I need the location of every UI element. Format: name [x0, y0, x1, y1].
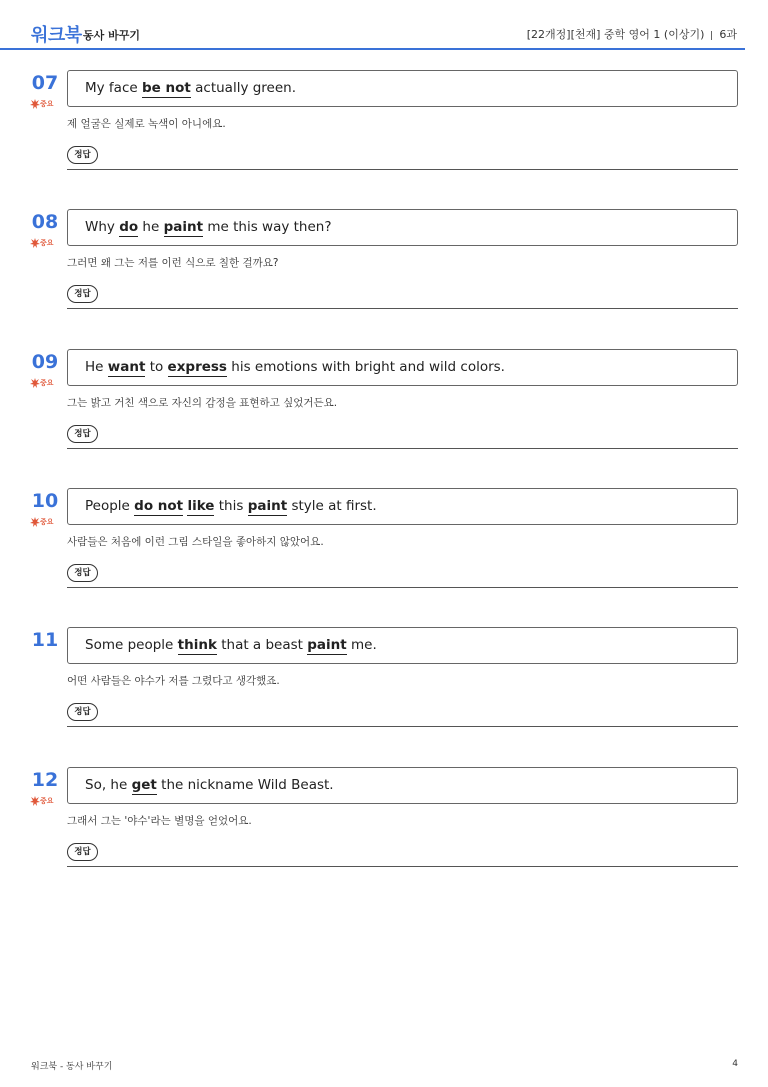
- lesson-label: 6과: [719, 28, 737, 41]
- course-name: [22개정][천재] 중학 영어 1 (이상기): [526, 28, 705, 41]
- divider: [67, 308, 738, 309]
- answer-button[interactable]: 정답: [67, 703, 98, 721]
- question-number: 09: [31, 351, 59, 373]
- footer-title: 워크북 - 동사 바꾸기: [31, 1062, 113, 1072]
- verb-word: paint: [307, 637, 347, 653]
- sentence-box: [67, 349, 738, 386]
- burst-icon: [30, 238, 40, 248]
- sentence-text: He: [85, 359, 108, 375]
- question-item: [0, 349, 768, 459]
- question-number: 07: [31, 72, 59, 94]
- answer-button[interactable]: 정답: [67, 425, 98, 443]
- divider: [67, 726, 738, 727]
- sentence-text: People: [85, 498, 135, 514]
- sentence-text: Some people: [85, 637, 178, 653]
- answer-button[interactable]: 정답: [67, 146, 98, 164]
- page-header: [0, 0, 745, 50]
- sentence-box: [67, 209, 738, 246]
- sentence-box: [67, 767, 738, 804]
- question-item: [0, 70, 768, 180]
- question-item: [0, 767, 768, 877]
- translation-text: 그는 밝고 거친 색으로 자신의 감정을 표현하고 싶었거든요.: [67, 397, 338, 409]
- sentence-text: he: [138, 219, 164, 235]
- sentence-text: to: [145, 359, 168, 375]
- question-item: [0, 209, 768, 319]
- important-label: 중요: [40, 239, 54, 247]
- verb-word: want: [107, 359, 146, 375]
- important-badge: [30, 517, 54, 527]
- burst-icon: [30, 378, 40, 388]
- sentence-text: me this way then?: [203, 219, 332, 235]
- sentence-text: style at first.: [287, 498, 377, 514]
- page-number: 4: [732, 1059, 738, 1069]
- important-label: 중요: [40, 518, 54, 526]
- verb-word: express: [167, 359, 227, 375]
- sentence-box: [67, 70, 738, 107]
- translation-text: 사람들은 처음에 이런 그림 스타일을 좋아하지 않았어요.: [67, 536, 324, 548]
- verb-word: get: [131, 777, 157, 793]
- question-item: [0, 627, 768, 737]
- sentence-text: that a beast: [216, 637, 308, 653]
- translation-text: 어떤 사람들은 야수가 저를 그렸다고 생각했죠.: [67, 675, 280, 687]
- sentence-text: actually green.: [190, 80, 297, 96]
- important-badge: [30, 378, 54, 388]
- sentence-text: My face: [85, 80, 142, 96]
- divider: [67, 587, 738, 588]
- separator: [711, 31, 712, 40]
- question-number: 12: [31, 769, 59, 791]
- divider: [67, 448, 738, 449]
- verb-word: be not: [141, 80, 191, 96]
- translation-text: 그러면 왜 그는 저를 이런 식으로 칠한 걸까요?: [67, 257, 279, 269]
- sentence-text: So, he: [85, 777, 132, 793]
- answer-button[interactable]: 정답: [67, 564, 98, 582]
- question-number: 10: [31, 490, 59, 512]
- answer-button[interactable]: 정답: [67, 285, 98, 303]
- divider: [67, 866, 738, 867]
- important-label: 중요: [40, 797, 54, 805]
- important-badge: [30, 99, 54, 109]
- verb-word: do: [119, 219, 139, 235]
- verb-word: think: [177, 637, 217, 653]
- translation-text: 그래서 그는 '야수'라는 별명을 얻었어요.: [67, 815, 252, 827]
- question-item: [0, 488, 768, 598]
- verb-word: paint: [247, 498, 288, 514]
- brand-title: 워크북: [31, 25, 82, 46]
- burst-icon: [30, 99, 40, 109]
- sentence-box: [67, 627, 738, 664]
- page-subtitle: 동사 바꾸기: [83, 29, 140, 42]
- sentence-text: his emotions with bright and wild colors.: [226, 359, 505, 375]
- sentence-text: this: [214, 498, 248, 514]
- sentence-box: [67, 488, 738, 525]
- divider: [67, 169, 738, 170]
- verb-word: do not: [134, 498, 184, 514]
- question-number: 11: [31, 629, 59, 651]
- burst-icon: [30, 796, 40, 806]
- verb-word: like: [187, 498, 215, 514]
- verb-word: paint: [163, 219, 204, 235]
- answer-button[interactable]: 정답: [67, 843, 98, 861]
- burst-icon: [30, 517, 40, 527]
- sentence-text: me.: [346, 637, 377, 653]
- course-info: [527, 26, 737, 42]
- important-label: 중요: [40, 379, 54, 387]
- important-badge: [30, 238, 54, 248]
- translation-text: 제 얼굴은 실제로 녹색이 아니에요.: [67, 118, 226, 130]
- sentence-text: Why: [85, 219, 120, 235]
- important-label: 중요: [40, 100, 54, 108]
- question-number: 08: [31, 211, 59, 233]
- sentence-text: the nickname Wild Beast.: [156, 777, 334, 793]
- important-badge: [30, 796, 54, 806]
